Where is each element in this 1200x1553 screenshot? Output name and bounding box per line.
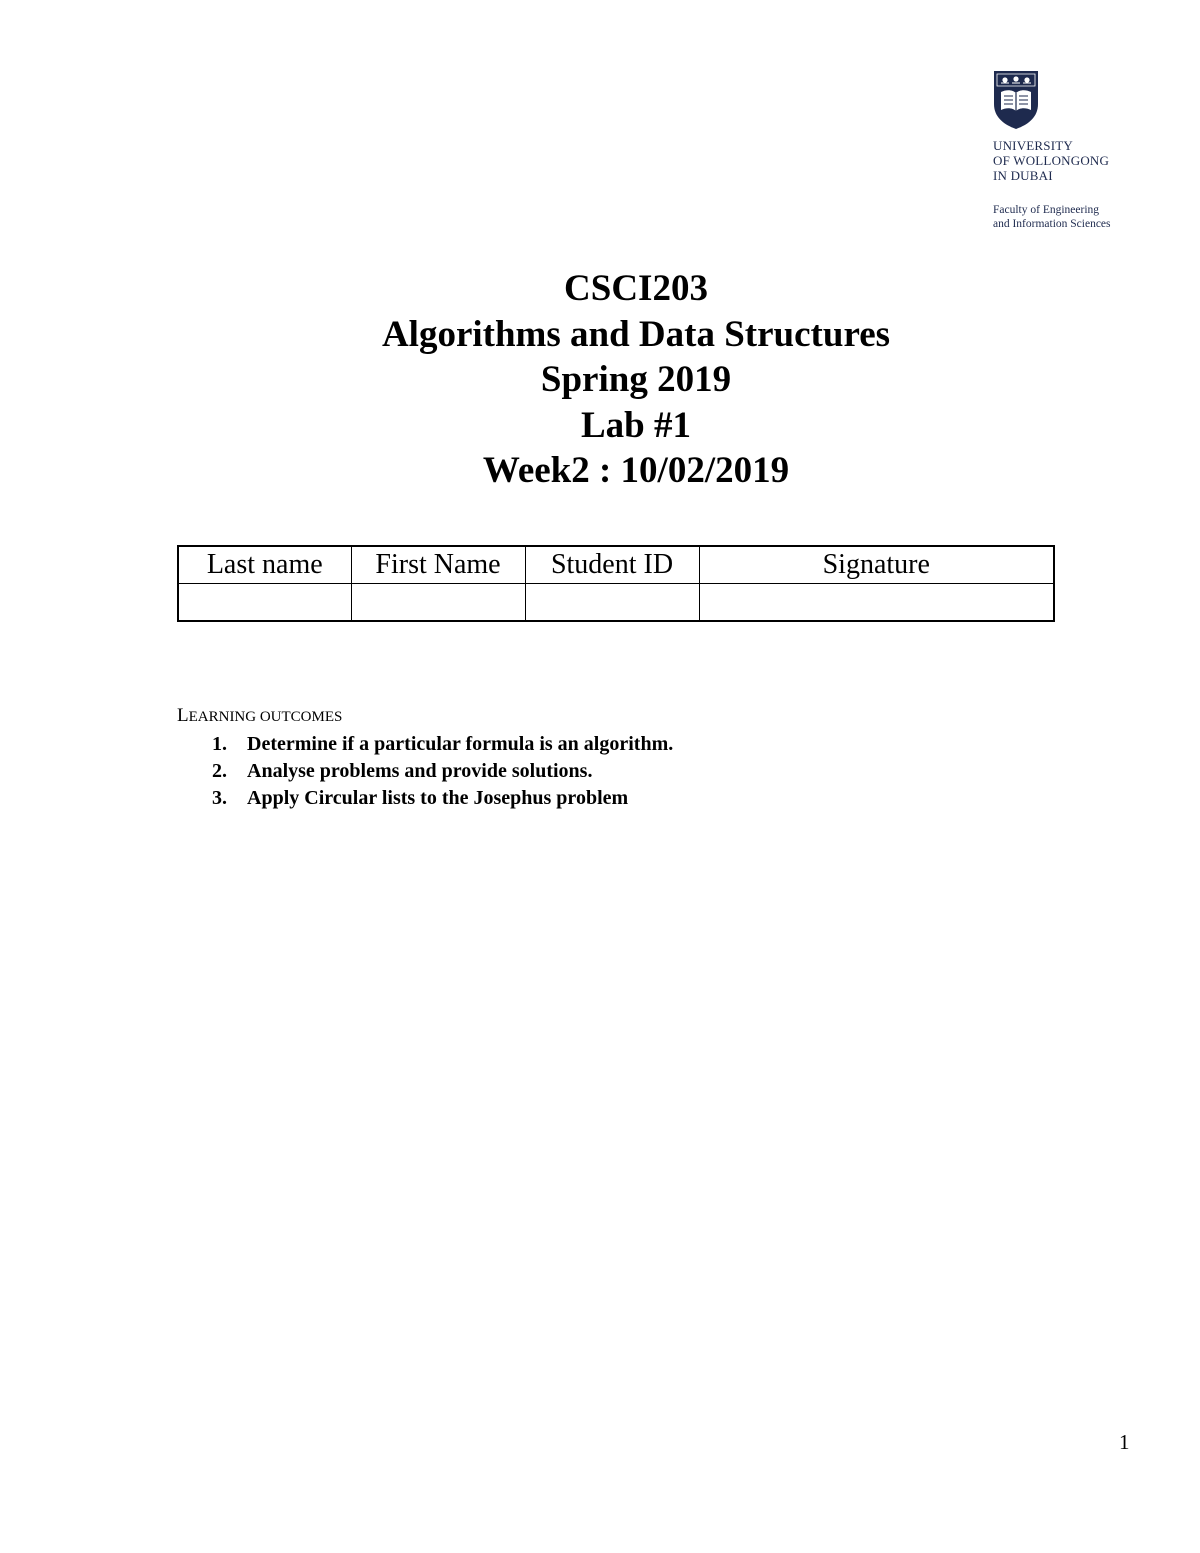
faculty-name [993,203,1153,231]
university-name [993,138,1153,183]
table-header-row [178,546,1054,584]
list-item-number: 3. [212,787,227,809]
course-code: CSCI203 [564,268,708,309]
university-logo [993,70,1153,231]
faculty-name-line: and Information Sciences [993,218,1111,230]
header-signature: Signature [699,546,1054,584]
list-item-text: Apply Circular lists to the Josephus problem [247,787,629,809]
list-item [177,785,977,812]
week-date: Week2 : 10/02/2019 [482,450,790,491]
header-first-name: First Name [351,546,525,584]
semester: Spring 2019 [540,359,732,400]
header-student-id: Student ID [525,546,699,584]
page-number: 1 [1119,1430,1130,1454]
first-name-cell[interactable] [351,584,525,622]
heading-initial: L [177,705,189,726]
university-name-line: OF WOLLONGONG [993,153,1110,168]
list-item [177,731,977,758]
learning-outcomes-heading [177,704,977,729]
outcomes-list [177,731,977,812]
document-title [0,266,1200,494]
course-name: Algorithms and Data Structures [381,313,891,355]
heading-rest: EARNING OUTCOMES [188,709,343,725]
header-last-name: Last name [178,546,351,584]
list-item-text: Determine if a particular formula is an algorithm. [247,733,674,755]
university-name-line: IN DUBAI [993,168,1053,183]
university-name-line: UNIVERSITY [993,138,1073,153]
list-item-number: 2. [212,760,227,782]
list-item [177,758,977,785]
lab-number: Lab #1 [580,404,691,446]
list-item-number: 1. [212,733,227,755]
list-item-text: Analyse problems and provide solutions. [247,760,593,782]
faculty-name-line: Faculty of Engineering [993,204,1100,216]
last-name-cell[interactable] [178,584,351,622]
signature-cell[interactable] [699,584,1054,622]
student-info-table [177,545,1055,622]
student-id-cell[interactable] [525,584,699,622]
learning-outcomes [177,704,977,812]
university-crest-icon [993,70,1039,130]
table-row [178,584,1054,622]
